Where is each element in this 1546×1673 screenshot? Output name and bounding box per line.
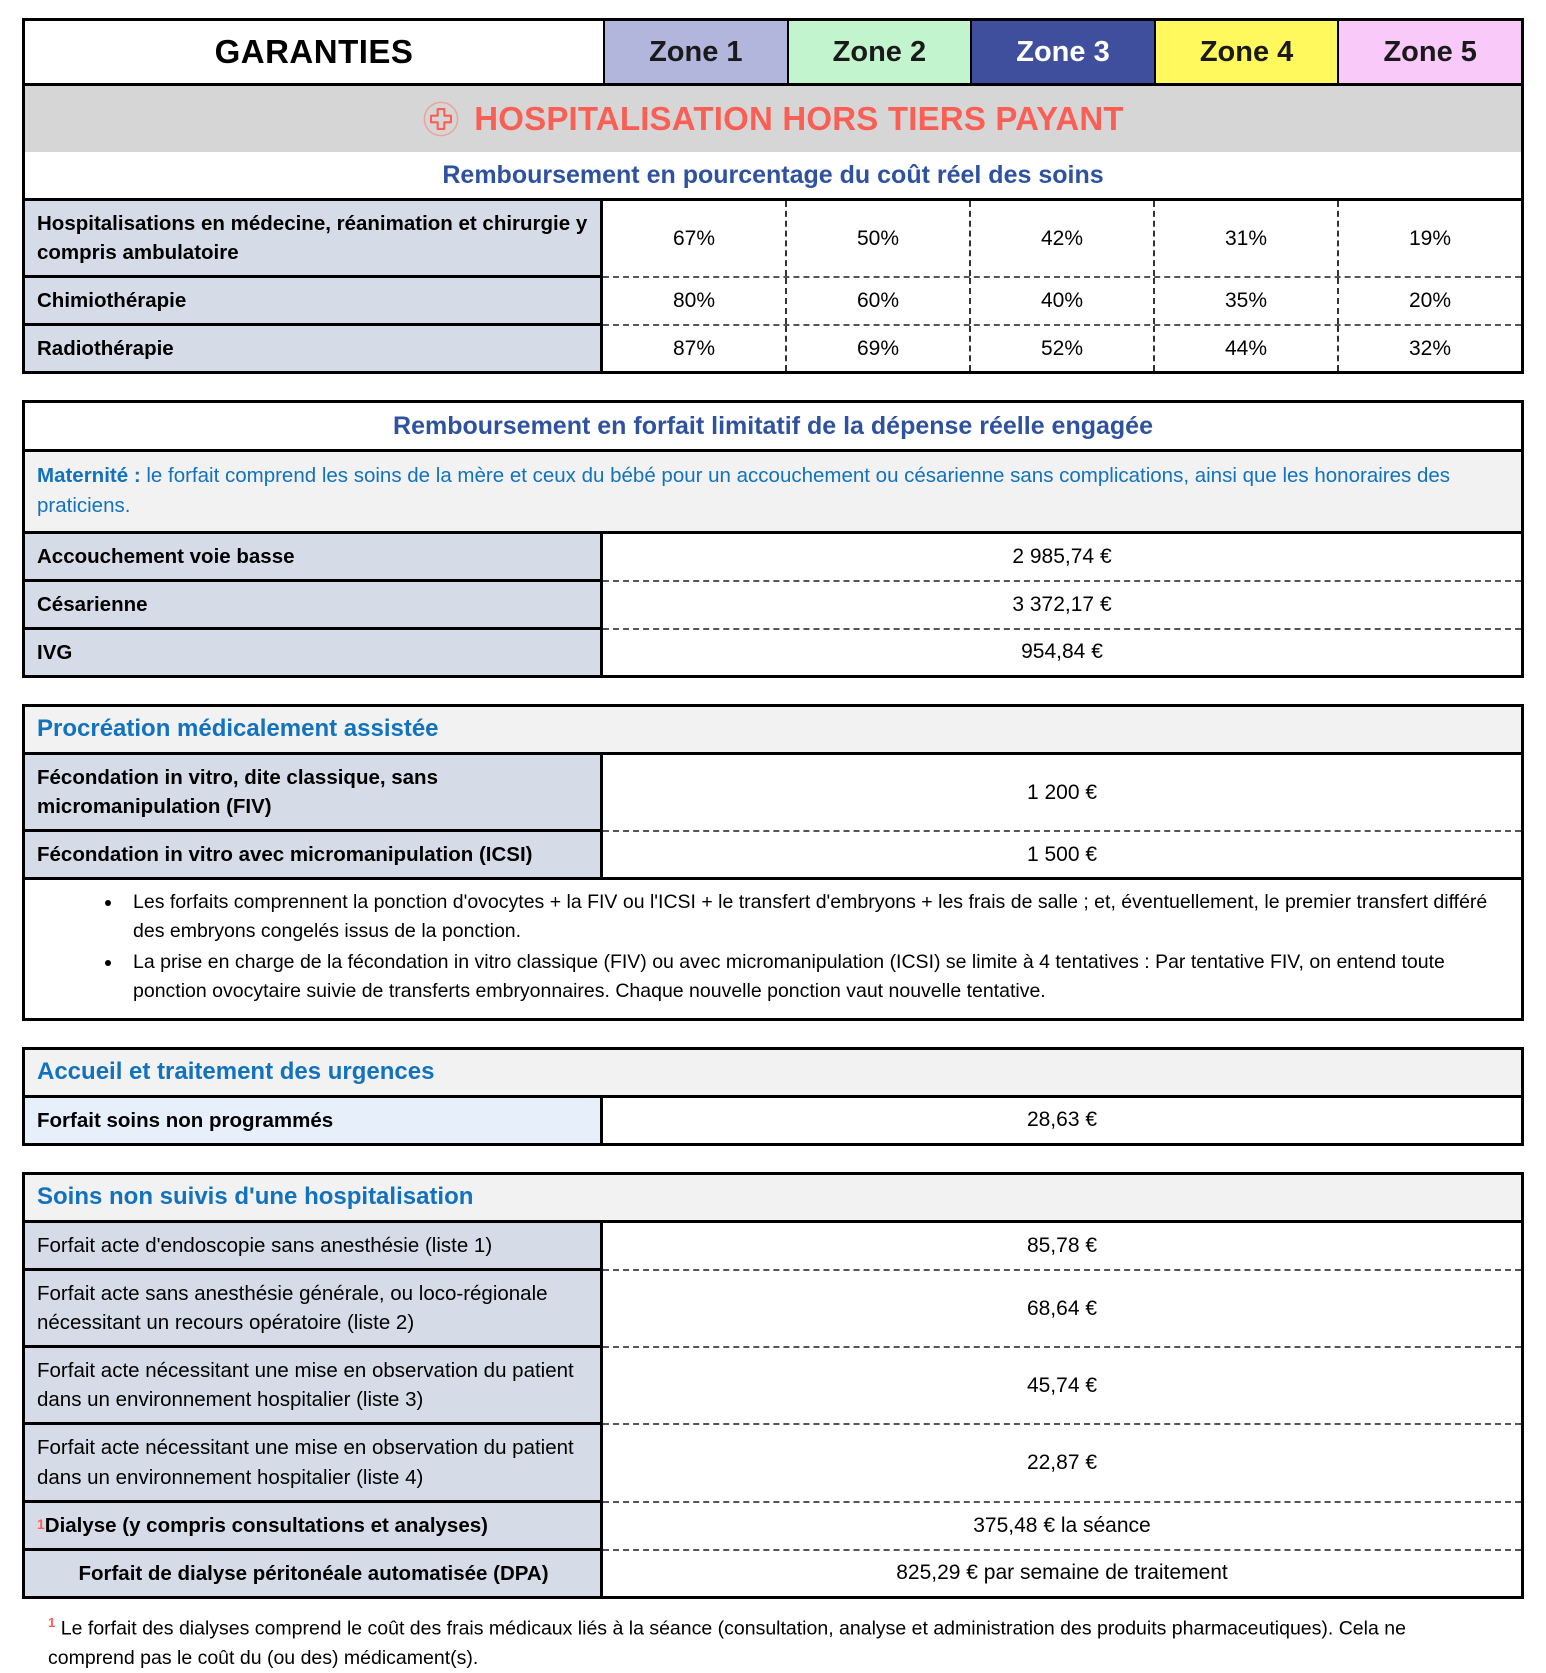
cell-zone-1: 67%: [672, 226, 716, 250]
pma-heading: Procréation médicalement assistée: [25, 707, 1521, 755]
table-row: [25, 582, 1521, 630]
row-values: [603, 1223, 1521, 1271]
row-values: [603, 201, 1521, 278]
row-values: [603, 1098, 1521, 1143]
row-label: Forfait soins non programmés: [25, 1098, 603, 1143]
cell-zone-4: 44%: [1153, 326, 1337, 371]
row-label: Forfait acte d'endoscopie sans anesthésie (liste 1): [25, 1223, 603, 1271]
table-row: [25, 1271, 1521, 1348]
row-values: [603, 278, 1521, 326]
row-values: [603, 832, 1521, 877]
forfait-table-caption: Remboursement en forfait limitatif de la dépense réelle engagée: [25, 403, 1521, 452]
row-label: Forfait acte sans anesthésie générale, ou loco-régionale nécessitant un recours opératoire (liste 2): [25, 1271, 603, 1348]
row-values: [603, 1348, 1521, 1425]
table-row: [25, 278, 1521, 326]
row-values: [603, 1551, 1521, 1596]
row-label: Fécondation in vitro avec micromanipulation (ICSI): [25, 832, 603, 877]
cell-zone-2: 69%: [785, 326, 969, 371]
maternite-note: [25, 452, 1521, 533]
row-values: [603, 534, 1521, 582]
row-value: 3 372,17 €: [1012, 592, 1112, 616]
spacer: [22, 1146, 1524, 1172]
row-label-text: Dialyse (y compris consultations et analyses): [44, 1513, 488, 1537]
table-row: [25, 1551, 1521, 1596]
zone-header-3: Zone 3: [970, 21, 1154, 83]
row-values: [603, 1271, 1521, 1348]
table-row: [25, 534, 1521, 582]
pma-block: [22, 704, 1524, 1021]
row-value: 68,64 €: [1026, 1296, 1098, 1320]
cell-zone-5: 32%: [1337, 326, 1521, 371]
row-values: [603, 1425, 1521, 1502]
row-value: 28,63 €: [1026, 1108, 1098, 1132]
cell-zone-4: 31%: [1153, 201, 1337, 276]
spacer: [22, 678, 1524, 704]
row-value: 22,87 €: [1026, 1451, 1098, 1475]
row-label: Forfait acte nécessitant une mise en observation du patient dans un environnement hospitalier (liste 3): [25, 1348, 603, 1425]
table-row: [25, 1503, 1521, 1551]
row-value: 2 985,74 €: [1012, 544, 1112, 568]
zone-header-5: Zone 5: [1337, 21, 1521, 83]
spacer: [22, 1021, 1524, 1047]
hospitalisation-banner: [25, 83, 1521, 152]
table-row: [25, 326, 1521, 371]
row-value: 375,48 € la séance: [973, 1513, 1151, 1537]
row-label: Fécondation in vitro, dite classique, sans micromanipulation (FIV): [25, 755, 603, 832]
percent-table-caption: Remboursement en pourcentage du coût réel des soins: [25, 152, 1521, 201]
soins-heading: Soins non suivis d'une hospitalisation: [25, 1175, 1521, 1223]
table-row: [25, 201, 1521, 278]
cell-zone-5: 20%: [1337, 278, 1521, 324]
urgences-block: [22, 1047, 1524, 1146]
list-item: • La prise en charge de la fécondation in vitro classique (FIV) ou avec micromanipulation (ICSI) se limite à 4 tentatives : Par tentative FIV, on entend toute ponction ovocytaire suivie de transferts embryonnaires. Chaque nouvelle ponction vaut nouvelle tentative.: [123, 948, 1495, 1006]
cell-zone-4: 35%: [1153, 278, 1337, 324]
row-values: [603, 630, 1521, 675]
row-value: 45,74 €: [1026, 1373, 1098, 1397]
row-label: Césarienne: [25, 582, 603, 630]
maternite-note-text: le forfait comprend les soins de la mère et ceux du bébé pour un accouchement ou césarienne sans complications, ainsi que les honoraires des praticiens.: [37, 464, 1450, 517]
row-label: [25, 1503, 603, 1551]
table-row: [25, 630, 1521, 675]
row-value: 85,78 €: [1026, 1233, 1098, 1257]
row-label: Hospitalisations en médecine, réanimation et chirurgie y compris ambulatoire: [25, 201, 603, 278]
hospitalisation-percent-block: [22, 18, 1524, 374]
footnote-text: Le forfait des dialyses comprend le coût des frais médicaux liés à la séance (consultation, analyse et administration des produits pharmaceutiques). Cela ne comprend pas le coût du (ou des) médicament(s).: [48, 1617, 1406, 1669]
row-label: Forfait acte nécessitant une mise en observation du patient dans un environnement hospitalier (liste 4): [25, 1425, 603, 1502]
cell-zone-5: 19%: [1337, 201, 1521, 276]
row-label: Chimiothérapie: [25, 278, 603, 326]
cell-zone-1: 87%: [672, 336, 716, 360]
urgences-heading: Accueil et traitement des urgences: [25, 1050, 1521, 1098]
cell-zone-3: 40%: [969, 278, 1153, 324]
garanties-title: GARANTIES: [25, 21, 603, 83]
row-label: IVG: [25, 630, 603, 675]
footnote-marker: 1: [48, 1614, 56, 1630]
row-value: 1 200 €: [1026, 780, 1098, 804]
row-values: [603, 755, 1521, 832]
row-value: 1 500 €: [1026, 842, 1098, 866]
row-values: [603, 326, 1521, 371]
row-label: Accouchement voie basse: [25, 534, 603, 582]
cell-zone-1: 80%: [672, 289, 716, 313]
table-row: [25, 1223, 1521, 1271]
zone-header-row: [25, 21, 1521, 83]
footnote: [22, 1613, 1524, 1673]
row-value: 825,29 € par semaine de traitement: [896, 1561, 1228, 1585]
spacer: [22, 374, 1524, 400]
row-label: Radiothérapie: [25, 326, 603, 371]
zone-header-2: Zone 2: [787, 21, 971, 83]
table-row: [25, 832, 1521, 880]
cell-zone-3: 42%: [969, 201, 1153, 276]
cell-zone-2: 50%: [785, 201, 969, 276]
maternite-note-label: Maternité :: [37, 464, 141, 488]
row-value: 954,84 €: [1021, 640, 1103, 664]
zone-header-1: Zone 1: [603, 21, 787, 83]
list-item: • Les forfaits comprennent la ponction d'ovocytes + la FIV ou l'ICSI + le transfert d'embryons + les frais de salle ; et, éventuellement, le premier transfert différé des embryons congelés issus de la ponction.: [123, 888, 1495, 946]
row-values: [603, 582, 1521, 630]
table-row: [25, 1098, 1521, 1143]
pma-bullets: [25, 880, 1521, 1017]
row-values: [603, 1503, 1521, 1551]
medical-cross-circle-icon: [422, 100, 460, 138]
cell-zone-2: 60%: [785, 278, 969, 324]
forfait-maternite-block: [22, 400, 1524, 678]
table-row: [25, 1348, 1521, 1425]
table-row: [25, 1425, 1521, 1502]
row-label: Forfait de dialyse péritonéale automatisée (DPA): [25, 1551, 603, 1596]
footnote-marker: 1: [37, 1516, 45, 1533]
soins-non-suivis-block: [22, 1172, 1524, 1599]
banner-title-text: HOSPITALISATION HORS TIERS PAYANT: [474, 100, 1124, 137]
table-row: [25, 755, 1521, 832]
cell-zone-3: 52%: [969, 326, 1153, 371]
zone-header-4: Zone 4: [1154, 21, 1338, 83]
